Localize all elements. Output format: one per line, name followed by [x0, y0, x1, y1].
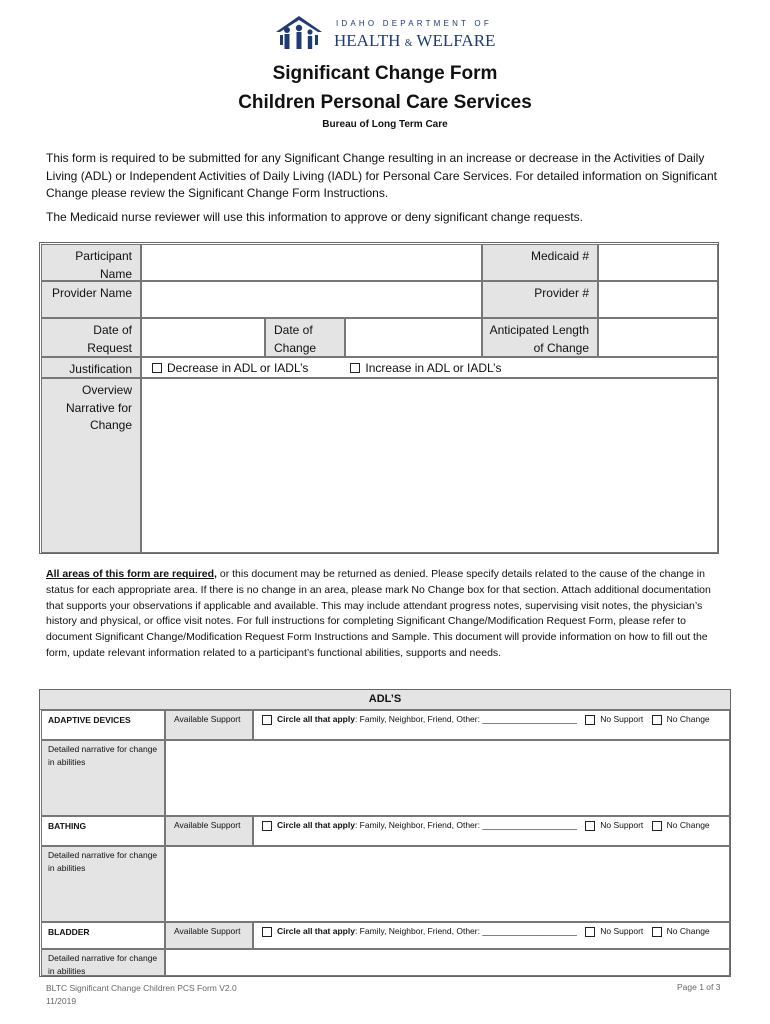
no-change-label: No Change — [666, 714, 710, 724]
available-support-label: Available Support — [165, 710, 253, 740]
support-options-row — [253, 816, 730, 846]
narrative-field-bladder[interactable] — [165, 949, 730, 976]
narrative-label: Detailed narrative for change in abilities — [41, 740, 165, 816]
no-support-label: No Support — [600, 714, 644, 724]
date-of-change-field[interactable] — [345, 318, 482, 357]
requirements-notice-text: or this document may be returned as denied. Please specify details related to the cause of the change in status for each appropriate area. If there is no change in an area, please mark No Change box for that section. Attach additional documentation that supports your observations if applicable and available. This may include attendant progress notes, supervising visit notes, the physician’s history and physical, or office visit notes. For full instructions for completing Significant Change/Modification Request Form, please refer to document Significant Change/Modification Request Form Instructions and Sample. This document will provide information on how to fill out the form, update relevant information related to a participant’s functional abilities, supports and needs. — [46, 568, 711, 659]
form-title: Significant Change Form — [272, 63, 498, 84]
narrative-field-adaptive-devices[interactable] — [165, 740, 730, 816]
no-change-checkbox[interactable] — [652, 821, 662, 831]
no-change-checkbox[interactable] — [652, 715, 662, 725]
available-support-label: Available Support — [165, 922, 253, 949]
agency-name-2: WELFARE — [416, 31, 496, 50]
overview-narrative-field[interactable] — [141, 378, 718, 553]
circle-all-label: Circle all that apply — [277, 714, 355, 724]
agency-amp: & — [404, 38, 413, 49]
circle-all-label: Circle all that apply — [277, 820, 355, 830]
provider-name-label: Provider Name — [41, 281, 141, 318]
no-support-label: No Support — [600, 820, 644, 830]
no-support-checkbox[interactable] — [585, 715, 595, 725]
available-support-label: Available Support — [165, 816, 253, 846]
date-of-request-label: Date of Request — [41, 318, 141, 357]
circle-all-checkbox[interactable] — [262, 821, 272, 831]
requirements-notice-bold: All areas of this form are required, — [46, 568, 217, 580]
idhw-logo-icon — [274, 15, 324, 51]
participant-table — [39, 242, 719, 554]
circle-all-checkbox[interactable] — [262, 927, 272, 937]
agency-top-text: IDAHO DEPARTMENT OF — [336, 19, 492, 28]
narrative-label: Detailed narrative for change in abilities — [41, 846, 165, 922]
no-support-checkbox[interactable] — [585, 821, 595, 831]
date-of-change-label: Date of Change — [265, 318, 345, 357]
no-support-label: No Support — [600, 926, 644, 936]
support-options-text: : Family, Neighbor, Friend, Other: ____________________ — [354, 926, 577, 936]
narrative-field-bathing[interactable] — [165, 846, 730, 922]
support-options-row — [253, 710, 730, 740]
overview-narrative-label: Overview Narrative for Change — [41, 378, 141, 553]
bureau-name: Bureau of Long Term Care — [322, 119, 448, 130]
no-change-label: No Change — [666, 926, 710, 936]
footer-page-number: Page 1 of 3 — [677, 982, 721, 992]
requirements-notice — [46, 567, 721, 662]
footer-form-id — [46, 982, 237, 1008]
support-options-text: : Family, Neighbor, Friend, Other: ____________________ — [354, 714, 577, 724]
justification-options — [141, 357, 718, 378]
agency-name-1: HEALTH — [334, 31, 401, 50]
provider-num-label: Provider # — [482, 281, 598, 318]
agency-name — [334, 31, 495, 51]
section-name-bladder: BLADDER — [41, 922, 165, 949]
anticipated-length-label: Anticipated Length of Change — [482, 318, 598, 357]
adl-table — [39, 689, 731, 977]
section-name-adaptive-devices: ADAPTIVE DEVICES — [41, 710, 165, 740]
increase-checkbox[interactable] — [350, 363, 360, 373]
no-support-checkbox[interactable] — [585, 927, 595, 937]
participant-name-label: Participant Name — [41, 244, 141, 281]
support-options-text: : Family, Neighbor, Friend, Other: ____________________ — [354, 820, 577, 830]
footer-form-name: BLTC Significant Change Children PCS Form V2.0 — [46, 983, 237, 993]
provider-name-field[interactable] — [141, 281, 482, 318]
narrative-label: Detailed narrative for change in abilities — [41, 949, 165, 976]
support-options-row — [253, 922, 730, 949]
decrease-checkbox[interactable] — [152, 363, 162, 373]
no-change-checkbox[interactable] — [652, 927, 662, 937]
medicaid-field[interactable] — [598, 244, 718, 281]
medicaid-label: Medicaid # — [482, 244, 598, 281]
form-subtitle: Children Personal Care Services — [238, 92, 532, 113]
date-of-request-field[interactable] — [141, 318, 265, 357]
anticipated-length-field[interactable] — [598, 318, 718, 357]
intro-paragraph-2: The Medicaid nurse reviewer will use this information to approve or deny significant change requests. — [46, 210, 583, 224]
circle-all-label: Circle all that apply — [277, 926, 355, 936]
no-change-label: No Change — [666, 820, 710, 830]
intro-paragraph: This form is required to be submitted for any Significant Change resulting in an increase or decrease in the Activities of Daily Living (ADL) or Independent Activities of Daily Living (IADL) for Personal Care Services. For detailed information on Significant Change please review the Significant Change Form Instructions. — [46, 151, 717, 200]
decrease-label: Decrease in ADL or IADL’s — [167, 360, 309, 375]
circle-all-checkbox[interactable] — [262, 715, 272, 725]
provider-num-field[interactable] — [598, 281, 718, 318]
footer-date: 11/2019 — [46, 996, 77, 1006]
increase-label: Increase in ADL or IADL’s — [365, 360, 502, 375]
section-name-bathing: BATHING — [41, 816, 165, 846]
participant-name-field[interactable] — [141, 244, 482, 281]
adl-heading: ADL’S — [40, 690, 730, 710]
justification-label: Justification — [41, 357, 141, 378]
